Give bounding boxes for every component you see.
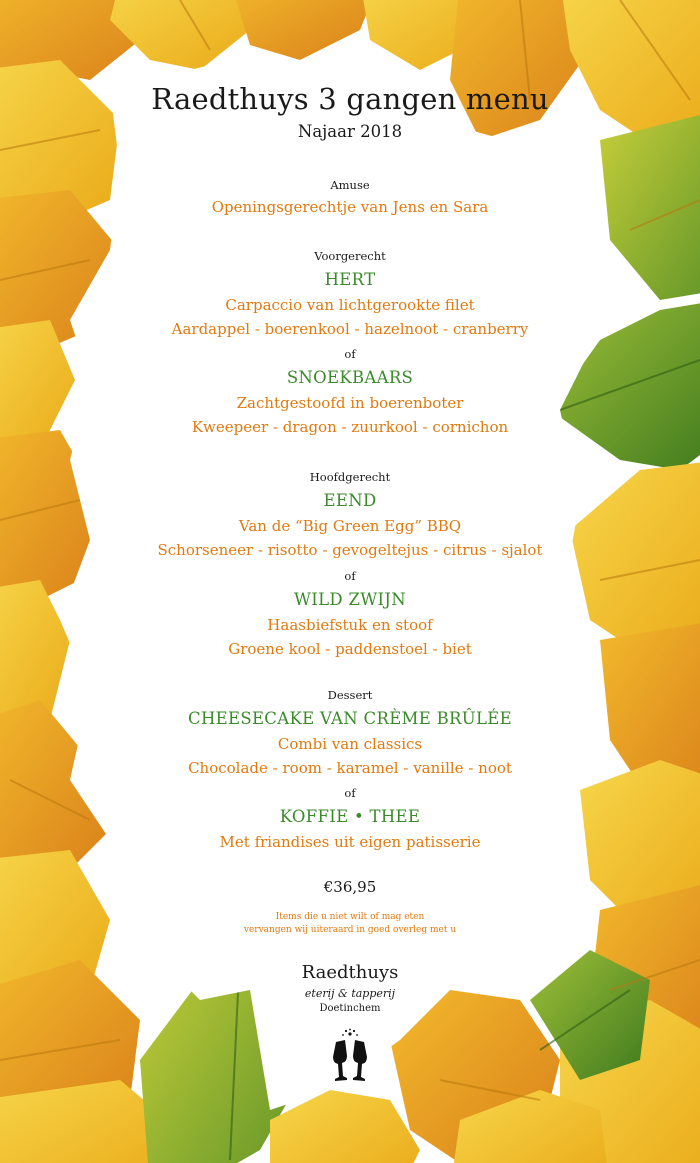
restaurant-brand: Raedthuys xyxy=(301,962,399,983)
or-separator: of xyxy=(344,786,356,800)
dish-wild-zwijn-name: WILD ZWIJN xyxy=(294,590,406,609)
restaurant-tagline: eterij & tapperij xyxy=(304,987,396,1000)
dish-snoekbaars-ingredients: Kweepeer - dragon - zuurkool - cornichon xyxy=(191,418,509,436)
restaurant-city: Doetinchem xyxy=(319,1003,381,1014)
season-subtitle: Najaar 2018 xyxy=(297,122,403,141)
amuse-description: Openingsgerechtje van Jens en Sara xyxy=(211,198,489,216)
dish-hert-description: Carpaccio van lichtgerookte filet xyxy=(225,296,475,314)
dish-eend-ingredients: Schorseneer - risotto - gevogeltejus - citrus - sjalot xyxy=(157,541,543,559)
hoofdgerecht-label: Hoofdgerecht xyxy=(309,470,391,484)
dish-cheesecake-description: Combi van classics xyxy=(277,735,423,753)
or-separator: of xyxy=(344,347,356,361)
dish-wild-zwijn-description: Haasbiefstuk en stoof xyxy=(267,616,433,634)
dessert-label: Dessert xyxy=(327,688,373,702)
dish-hert-name: HERT xyxy=(324,270,376,289)
champagne-glasses-icon xyxy=(330,1028,370,1086)
amuse-label: Amuse xyxy=(330,178,370,192)
allergy-note-line1: Items die u niet wilt of mag eten xyxy=(275,912,425,922)
allergy-note-line2: vervangen wij uiteraard in goed overleg met u xyxy=(243,925,457,935)
dish-cheesecake-ingredients: Chocolade - room - karamel - vanille - noot xyxy=(188,759,512,777)
dish-koffie-thee-name: KOFFIE • THEE xyxy=(279,807,421,826)
dish-wild-zwijn-ingredients: Groene kool - paddenstoel - biet xyxy=(228,640,472,658)
or-separator: of xyxy=(344,569,356,583)
dish-snoekbaars-name: SNOEKBAARS xyxy=(286,368,414,387)
dish-cheesecake-name: CHEESECAKE VAN CRÈME BRÛLÉE xyxy=(188,709,512,728)
dish-eend-name: EEND xyxy=(323,491,377,510)
dish-snoekbaars-description: Zachtgestoofd in boerenboter xyxy=(236,394,464,412)
voorgerecht-label: Voorgerecht xyxy=(314,249,386,263)
dish-koffie-thee-description: Met friandises uit eigen patisserie xyxy=(219,833,481,851)
dish-eend-description: Van de “Big Green Egg” BBQ xyxy=(238,517,462,535)
dish-hert-ingredients: Aardappel - boerenkool - hazelnoot - cranberry xyxy=(171,320,529,338)
menu-title: Raedthuys 3 gangen menu xyxy=(151,82,549,116)
menu-price: €36,95 xyxy=(323,878,377,896)
